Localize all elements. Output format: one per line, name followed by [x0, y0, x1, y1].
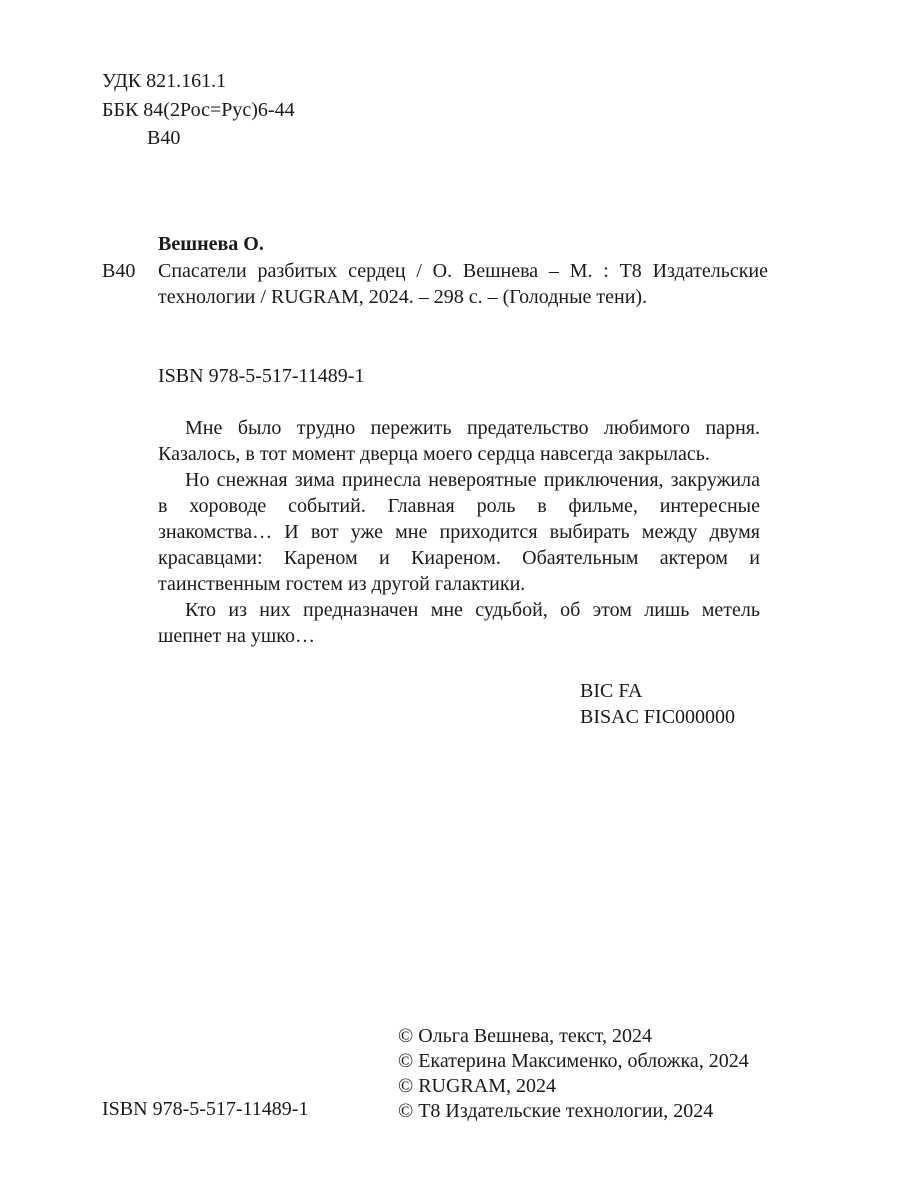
udk-code: УДК 821.161.1: [102, 70, 227, 92]
author-name: Вешнева О.: [158, 233, 264, 255]
bic-code: BIC FA: [580, 680, 643, 702]
annotation-paragraph: Мне было трудно пережить предательство любимого парня. Казалось, в тот момент дверца моего сердца навсегда закрылась.: [158, 417, 760, 465]
copyright-line: © RUGRAM, 2024: [398, 1075, 556, 1097]
bbk-code: ББК 84(2Рос=Рус)6-44: [102, 99, 295, 121]
copyright-line: © Ольга Вешнева, текст, 2024: [398, 1025, 653, 1047]
footer-isbn: ISBN 978-5-517-11489-1: [102, 1098, 309, 1120]
isbn-record: ISBN 978-5-517-11489-1: [158, 365, 365, 387]
author-mark-left: В40: [102, 260, 136, 282]
bibliographic-description: Спасатели разбитых сердец / О. Вешнева – М. : Т8 Издательские технологии / RUGRAM, 2024. – 298 с. – (Голодные тени).: [158, 260, 768, 308]
copyright-line: © Екатерина Максименко, обложка, 2024: [398, 1050, 749, 1072]
annotation-paragraph: Кто из них предназначен мне судьбой, об этом лишь метель шепнет на ушко…: [158, 599, 760, 647]
author-mark: В40: [147, 127, 181, 149]
annotation: [158, 415, 760, 649]
bisac-code: BISAC FIC000000: [580, 706, 736, 728]
copyright-line: © Т8 Издательские технологии, 2024: [398, 1100, 714, 1122]
annotation-paragraph: Но снежная зима принесла невероятные приключения, закружила в хороводе событий. Главная роль в фильме, интересные знакомства… И вот уже мне приходится выбирать между двумя красавцами: Кареном и Киареном. Обаятельным актером и таинственным гостем из другой галактики.: [158, 469, 760, 595]
